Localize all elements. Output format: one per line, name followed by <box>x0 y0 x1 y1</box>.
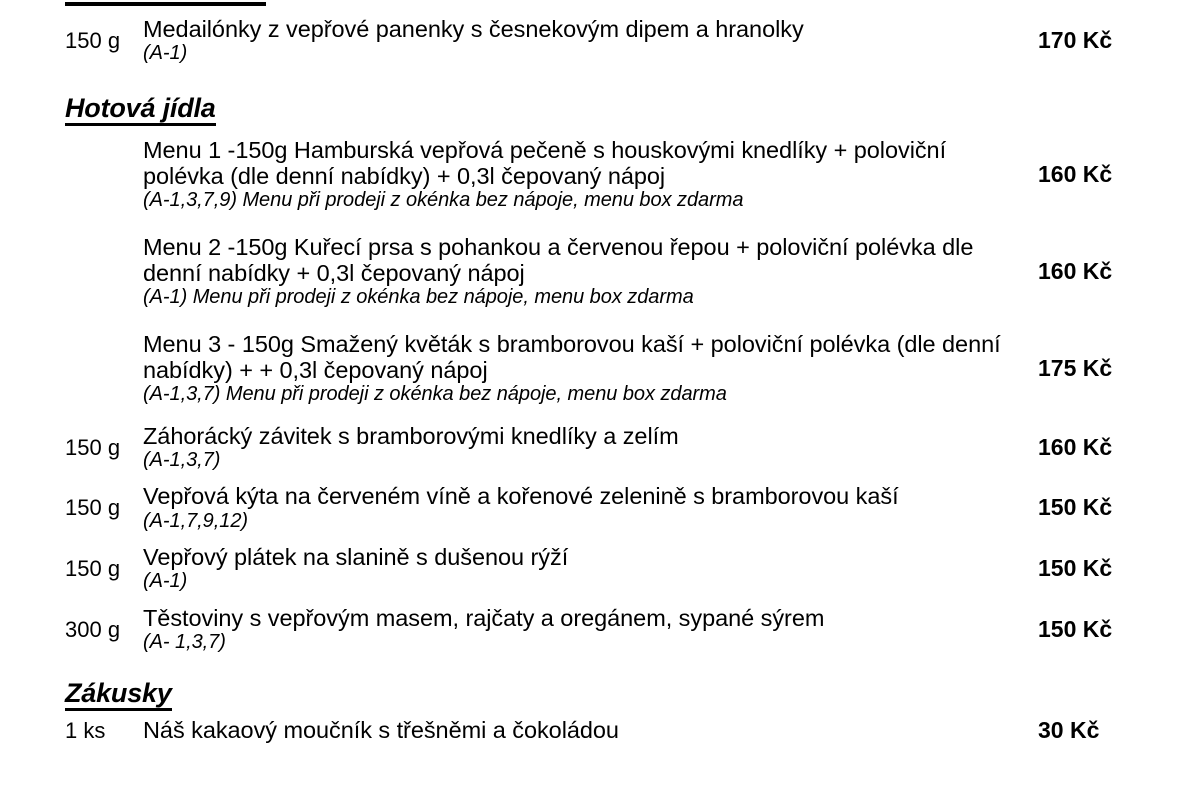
item-details <box>143 423 1028 472</box>
item-allergens: (A-1) <box>143 570 188 593</box>
menu-item-row <box>0 599 1186 660</box>
item-name: Medailónky z vepřové panenky s česnekovým dipem a hranolky <box>143 16 804 42</box>
item-name: Menu 2 -150g Kuřecí prsa s pohankou a červenou řepou + poloviční polévka dle denní nabídky + 0,3l čepovaný nápoj <box>143 233 974 287</box>
item-price: 150 Kč <box>1038 615 1113 642</box>
item-price: 150 Kč <box>1038 494 1113 521</box>
item-details <box>143 137 1028 212</box>
item-price: 160 Kč <box>1038 433 1113 460</box>
item-weight: 150 g <box>65 434 121 460</box>
section-heading-label: Zákusky <box>65 680 172 711</box>
item-details <box>143 717 1028 743</box>
menu-item-row <box>0 711 1186 744</box>
menu-item-row <box>0 417 1186 478</box>
item-weight: 1 ks <box>65 717 106 743</box>
item-name: Vepřový plátek na slanině s dušenou rýží <box>143 544 569 571</box>
item-weight: 150 g <box>65 555 121 581</box>
item-name: Vepřová kýta na červeném víně a kořenové zelenině s bramborovou kaší <box>143 483 899 510</box>
section-heading-hotova-jidla <box>0 92 1186 126</box>
item-name: Těstoviny s vepřovým masem, rajčaty a oregánem, sypané sýrem <box>143 604 825 631</box>
item-price: 175 Kč <box>1038 354 1113 381</box>
section-heading-zakusky <box>0 677 1186 711</box>
item-allergens: (A-1,3,7) <box>143 449 221 472</box>
item-price: 170 Kč <box>1038 26 1113 53</box>
menu-item-row <box>0 538 1186 599</box>
item-weight: 150 g <box>65 495 121 521</box>
menu-item-row <box>0 126 1186 223</box>
item-name: Náš kakaový moučník s třešněmi a čokoládou <box>143 716 619 743</box>
menu-item-row <box>0 477 1186 538</box>
item-allergens: (A-1) Menu při prodeji z okénka bez nápoje, menu box zdarma <box>143 286 694 309</box>
item-name: Menu 3 - 150g Smažený květák s bramborovou kaší + poloviční polévka (dle denní nabídky) + + 0,3l čepovaný nápoj <box>143 330 1001 384</box>
item-weight: 300 g <box>65 616 121 642</box>
item-allergens: (A-1,3,7,9) Menu při prodeji z okénka bez nápoje, menu box zdarma <box>143 189 744 212</box>
menu-item-row <box>0 223 1186 320</box>
item-name: Záhorácký závitek s bramborovými knedlíky a zelím <box>143 422 679 449</box>
item-details <box>143 544 1028 593</box>
item-details <box>143 16 1028 65</box>
section-heading-label: Hotová jídla <box>65 95 216 126</box>
menu-item-row <box>0 320 1186 417</box>
menu-content <box>0 6 1186 744</box>
item-allergens: (A- 1,3,7) <box>143 631 226 654</box>
item-price: 150 Kč <box>1038 555 1113 581</box>
item-details <box>143 331 1028 406</box>
item-details <box>143 605 1028 654</box>
menu-item-row <box>0 6 1186 71</box>
item-price: 30 Kč <box>1038 716 1100 743</box>
item-price: 160 Kč <box>1038 160 1113 187</box>
item-name: Menu 1 -150g Hamburská vepřová pečeně s houskovými knedlíky + poloviční polévka (dle denní nabídky) + 0,3l čepovaný nápoj <box>143 136 947 190</box>
item-allergens: (A-1) <box>143 42 188 65</box>
item-allergens: (A-1,7,9,12) <box>143 509 249 532</box>
item-weight: 150 g <box>65 27 121 53</box>
item-details <box>143 483 1028 532</box>
item-details <box>143 234 1028 309</box>
item-allergens: (A-1,3,7) Menu při prodeji z okénka bez nápoje, menu box zdarma <box>143 383 727 406</box>
item-price: 160 Kč <box>1038 257 1113 284</box>
